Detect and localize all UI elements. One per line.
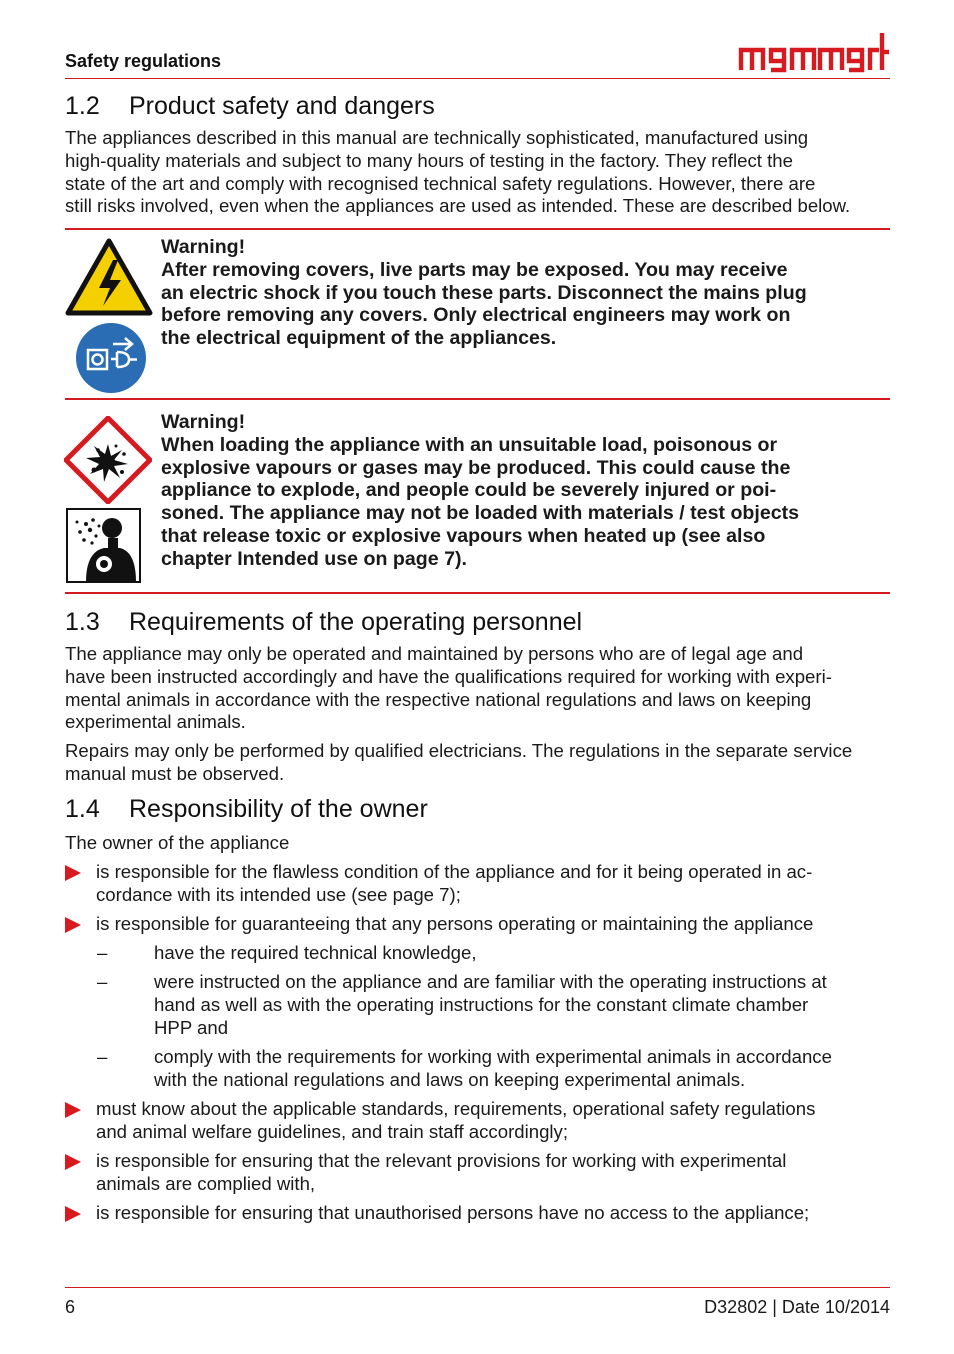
- disconnect-mains-plug-icon: [75, 322, 147, 394]
- warning-2-bottom-rule: [65, 592, 890, 594]
- product-safety-paragraph: The appliances described in this manual are technically sophisticated, manufactured using high-quality materials and subject to many hours of testing in the factory. They reflect the state of the art and comply with recognised technical safety regulations. However, there are still risks involved, even when the appliances are used as intended. These are described below.: [65, 127, 851, 217]
- section-heading-1-3: 1.3 Requirements of the operating personnel: [65, 608, 583, 636]
- warning-2-top-rule: [65, 398, 890, 400]
- footer-rule: [65, 1287, 890, 1288]
- explosive-hazard-icon: [64, 416, 152, 504]
- warning-2-text: Warning! When loading the appliance with an unsuitable load, poisonous or explosive vapours or gases may be produced. This could cause the appliance to explode, and people could be severely injured or poi- soned. The appliance may not be loaded with materials / test objects that release toxic or explosive vapours when heated up (see also chapter Intended use on page 7).: [161, 411, 896, 571]
- warning-1-text: Warning! After removing covers, live parts may be exposed. You may receive an electric shock if you touch these parts. Disconnect the mains plug before removing any covers. Only electrical engineers may work on the electrical equipment of the appliances.: [161, 236, 896, 350]
- section-heading-1-2: 1.2 Product safety and dangers: [65, 92, 435, 120]
- high-voltage-warning-icon: [65, 238, 153, 316]
- bullet-arrow-icon: [65, 1206, 81, 1222]
- owner-intro: The owner of the appliance: [65, 832, 290, 853]
- header-rule: [65, 78, 890, 79]
- warning-2-heading: Warning!: [161, 411, 246, 433]
- page-number: 6: [65, 1297, 76, 1317]
- warning-1-heading: Warning!: [161, 236, 246, 258]
- bullet-arrow-icon: [65, 917, 81, 933]
- bullet-arrow-icon: [65, 1154, 81, 1170]
- toxic-vapour-icon: [66, 508, 141, 583]
- warning-1-top-rule: [65, 228, 890, 230]
- bullet-arrow-icon: [65, 865, 81, 881]
- section-heading-1-4: 1.4 Responsibility of the owner: [65, 795, 428, 823]
- personnel-paragraph-2: Repairs may only be performed by qualified electricians. The regulations in the separate service manual must be observed.: [65, 740, 853, 784]
- running-header: Safety regulations: [65, 51, 222, 71]
- personnel-paragraph-1: The appliance may only be operated and maintained by persons who are of legal age and have been instructed accordingly and have the qualifications required for working with experi- mental animals in accordance with the respective national regulations and laws on keeping experimental animals.: [65, 643, 832, 733]
- document-id-date: D32802 | Date 10/2014: [704, 1297, 890, 1317]
- memmert-logo: [738, 30, 890, 74]
- bullet-arrow-icon: [65, 1102, 81, 1118]
